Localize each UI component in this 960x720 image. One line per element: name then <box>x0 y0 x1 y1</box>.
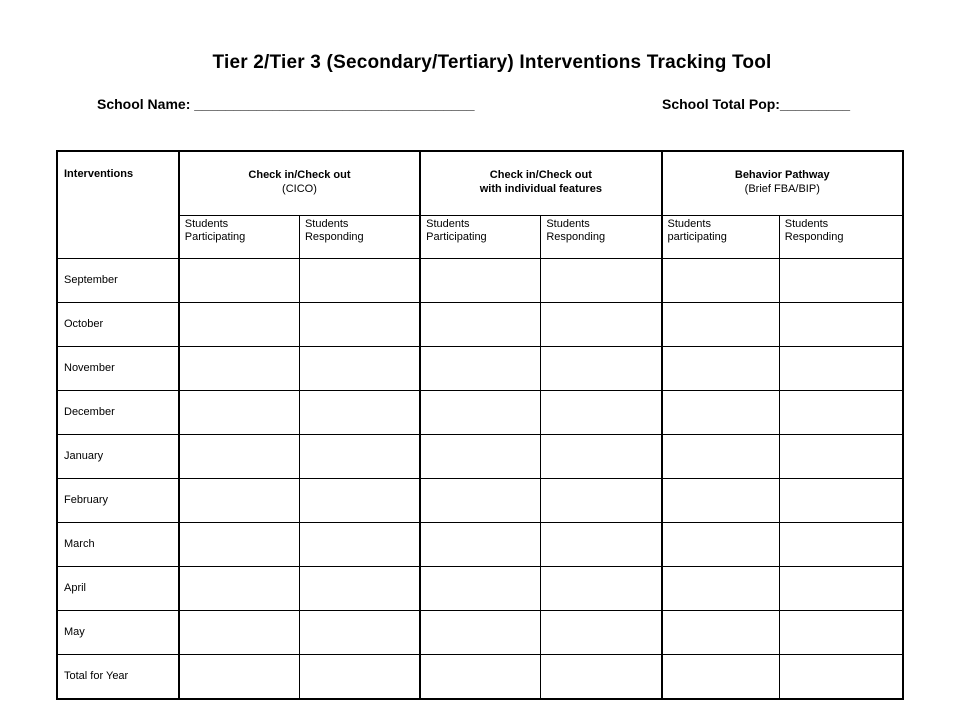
subheader-cell <box>779 215 903 258</box>
entry-cell[interactable] <box>779 522 903 566</box>
entry-cell[interactable] <box>420 522 541 566</box>
row-label: February <box>57 478 179 522</box>
subheader-line1: Students <box>784 217 829 230</box>
school-name-field[interactable]: School Name: ____________________________________ <box>97 96 475 112</box>
subheader-row <box>57 215 903 258</box>
entry-cell[interactable] <box>541 390 662 434</box>
entry-cell[interactable] <box>541 610 662 654</box>
entry-cell[interactable] <box>299 434 420 478</box>
row-label: Total for Year <box>57 654 179 699</box>
group-header-cico <box>179 151 420 215</box>
group-header-line1: Check in/Check out <box>248 169 351 181</box>
entry-cell[interactable] <box>662 566 780 610</box>
row-label: November <box>57 346 179 390</box>
entry-cell[interactable] <box>779 346 903 390</box>
entry-cell[interactable] <box>541 522 662 566</box>
group-header-line1: Behavior Pathway <box>734 169 830 181</box>
entry-cell[interactable] <box>179 566 300 610</box>
group-header-cico-individual <box>420 151 661 215</box>
group-header-line2: (Brief FBA/BIP) <box>744 183 820 195</box>
subheader-line1: Students <box>184 217 229 230</box>
entry-cell[interactable] <box>779 610 903 654</box>
entry-cell[interactable] <box>779 258 903 302</box>
entry-cell[interactable] <box>299 566 420 610</box>
table-row <box>57 654 903 699</box>
entry-cell[interactable] <box>779 302 903 346</box>
table-row <box>57 302 903 346</box>
subheader-line1: Students <box>426 217 470 230</box>
subheader-cell <box>179 215 300 258</box>
month-rows <box>57 258 903 699</box>
entry-cell[interactable] <box>420 258 541 302</box>
entry-cell[interactable] <box>179 390 300 434</box>
entry-cell[interactable] <box>662 610 780 654</box>
entry-cell[interactable] <box>541 478 662 522</box>
table-row <box>57 566 903 610</box>
interventions-header: Interventions <box>57 151 179 258</box>
entry-cell[interactable] <box>299 390 420 434</box>
entry-cell[interactable] <box>420 434 541 478</box>
subheader-line2: Responding <box>304 230 364 243</box>
entry-cell[interactable] <box>779 566 903 610</box>
subheader-line2: Participating <box>426 230 487 243</box>
entry-cell[interactable] <box>541 434 662 478</box>
subheader-cell <box>662 215 780 258</box>
row-label: March <box>57 522 179 566</box>
group-header-line2: with individual features <box>479 183 602 195</box>
entry-cell[interactable] <box>662 346 780 390</box>
entry-cell[interactable] <box>420 390 541 434</box>
entry-cell[interactable] <box>179 346 300 390</box>
entry-cell[interactable] <box>420 654 541 699</box>
entry-cell[interactable] <box>662 258 780 302</box>
entry-cell[interactable] <box>779 478 903 522</box>
subheader-line2: Responding <box>784 230 844 243</box>
group-header-row <box>57 151 903 215</box>
subheader-line1: Students <box>304 217 349 230</box>
group-header-line1: Check in/Check out <box>489 169 592 181</box>
entry-cell[interactable] <box>662 390 780 434</box>
entry-cell[interactable] <box>662 522 780 566</box>
entry-cell[interactable] <box>179 478 300 522</box>
entry-cell[interactable] <box>779 434 903 478</box>
entry-cell[interactable] <box>299 610 420 654</box>
table-row <box>57 258 903 302</box>
table-row <box>57 346 903 390</box>
row-label: January <box>57 434 179 478</box>
entry-cell[interactable] <box>179 610 300 654</box>
entry-cell[interactable] <box>541 258 662 302</box>
subheader-line1: Students <box>667 217 711 230</box>
school-total-pop-field[interactable]: School Total Pop:_________ <box>662 96 851 112</box>
subheader-cell <box>299 215 420 258</box>
entry-cell[interactable] <box>299 346 420 390</box>
table-row <box>57 434 903 478</box>
row-label: December <box>57 390 179 434</box>
row-label: September <box>57 258 179 302</box>
entry-cell[interactable] <box>299 302 420 346</box>
page-title: Tier 2/Tier 3 (Secondary/Tertiary) Interventions Tracking Tool <box>212 52 772 73</box>
entry-cell[interactable] <box>662 434 780 478</box>
interventions-tracking-table <box>56 150 904 700</box>
entry-cell[interactable] <box>299 522 420 566</box>
entry-cell[interactable] <box>299 478 420 522</box>
row-label: April <box>57 566 179 610</box>
subheader-line2: Responding <box>546 230 606 243</box>
table-row <box>57 522 903 566</box>
row-label: May <box>57 610 179 654</box>
entry-cell[interactable] <box>541 654 662 699</box>
entry-cell[interactable] <box>541 302 662 346</box>
subheader-line2: Participating <box>184 230 246 243</box>
table-row <box>57 390 903 434</box>
entry-cell[interactable] <box>420 346 541 390</box>
subheader-line2: participating <box>667 230 727 243</box>
entry-cell[interactable] <box>179 434 300 478</box>
entry-cell[interactable] <box>179 302 300 346</box>
entry-cell[interactable] <box>420 478 541 522</box>
row-label: October <box>57 302 179 346</box>
entry-cell[interactable] <box>662 302 780 346</box>
entry-cell[interactable] <box>420 610 541 654</box>
group-header-line2: (CICO) <box>282 183 317 195</box>
subheader-line1: Students <box>546 217 590 230</box>
subheader-cell <box>541 215 662 258</box>
entry-cell[interactable] <box>420 566 541 610</box>
entry-cell[interactable] <box>299 258 420 302</box>
entry-cell[interactable] <box>779 390 903 434</box>
entry-cell[interactable] <box>179 654 300 699</box>
entry-cell[interactable] <box>662 654 780 699</box>
entry-cell[interactable] <box>179 258 300 302</box>
table-row <box>57 610 903 654</box>
entry-cell[interactable] <box>541 346 662 390</box>
group-header-behavior-pathway <box>662 151 903 215</box>
entry-cell[interactable] <box>779 654 903 699</box>
subheader-cell <box>420 215 541 258</box>
entry-cell[interactable] <box>662 478 780 522</box>
table-row <box>57 478 903 522</box>
entry-cell[interactable] <box>179 522 300 566</box>
entry-cell[interactable] <box>299 654 420 699</box>
entry-cell[interactable] <box>541 566 662 610</box>
entry-cell[interactable] <box>420 302 541 346</box>
